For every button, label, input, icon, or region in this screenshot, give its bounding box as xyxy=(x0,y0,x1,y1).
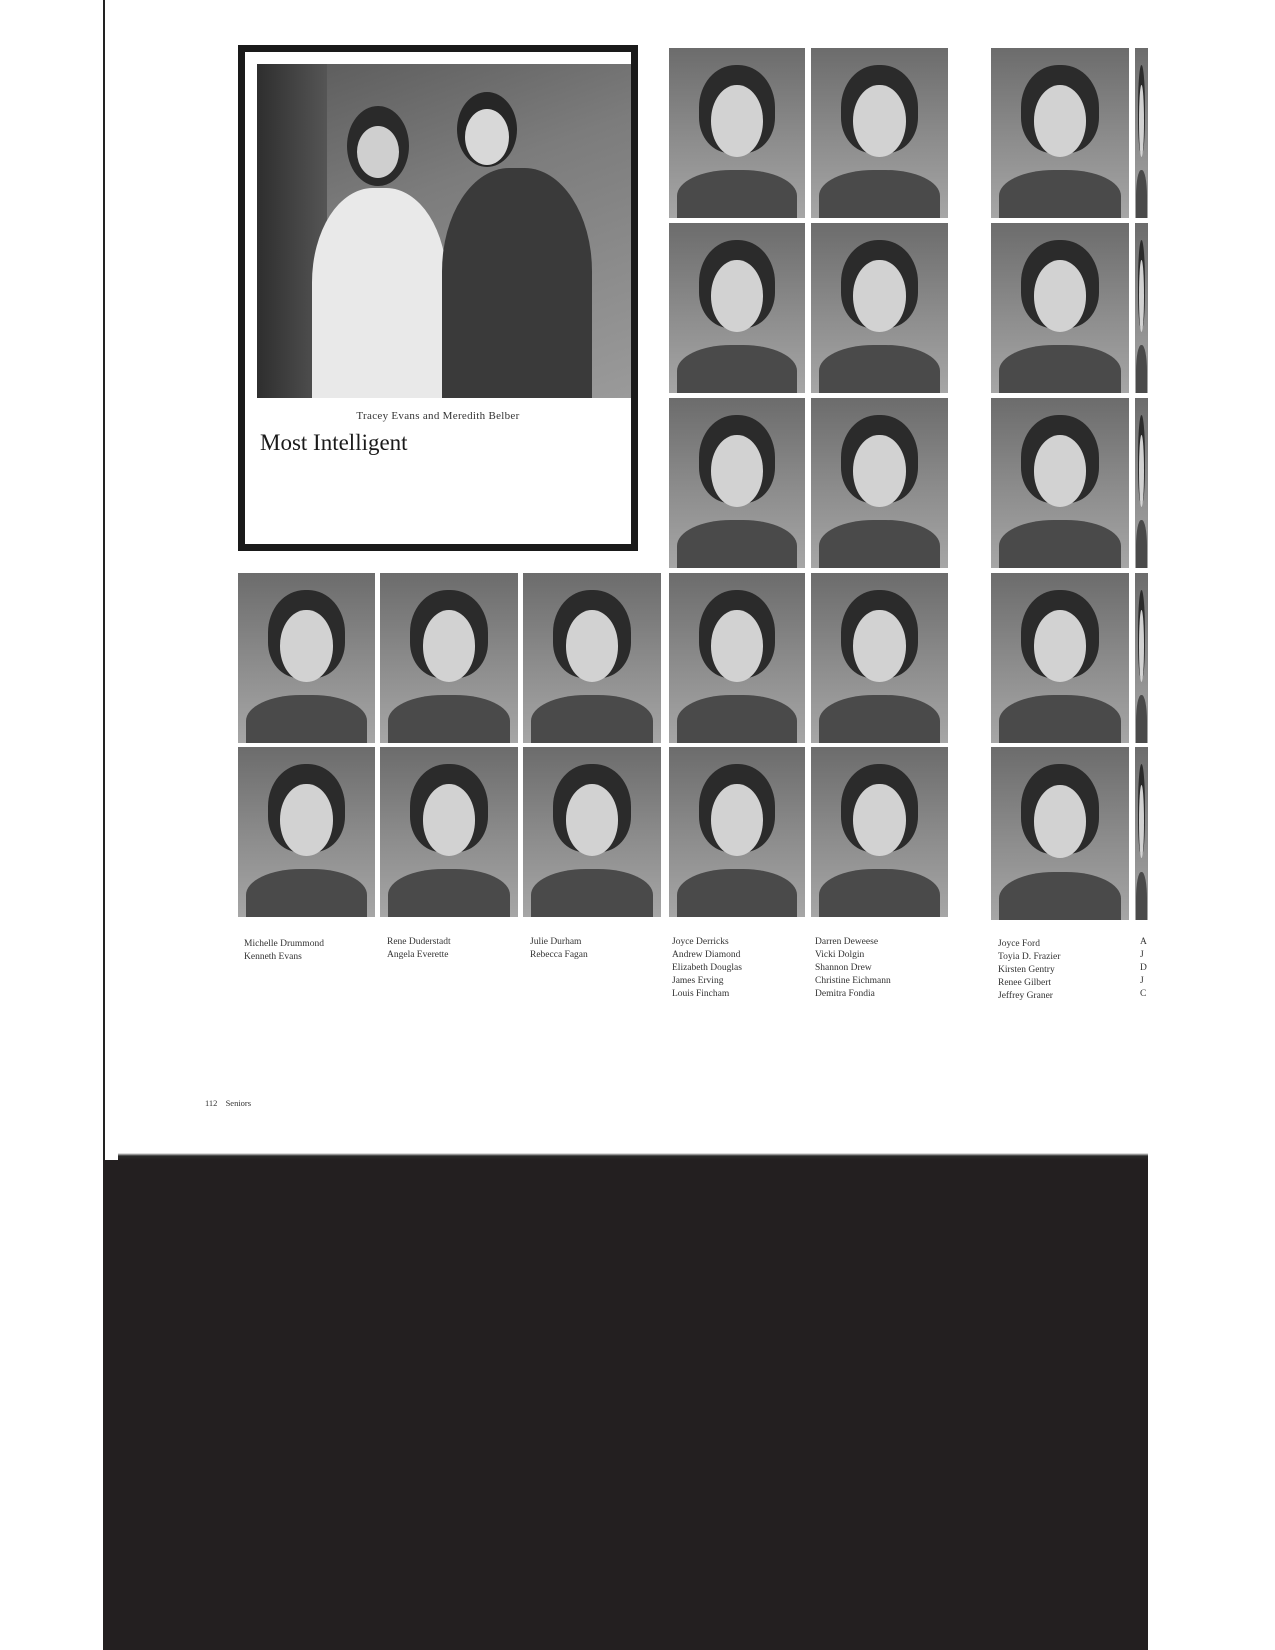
student-name: J xyxy=(1140,950,1144,960)
student-name: Shannon Drew xyxy=(815,963,872,973)
senior-portrait xyxy=(991,48,1129,218)
page-number: 112 xyxy=(205,1098,218,1108)
name-column xyxy=(387,936,451,962)
portrait-face xyxy=(1034,85,1086,156)
senior-portrait xyxy=(380,747,518,917)
student-name: Demitra Fondia xyxy=(815,989,875,999)
student-name: Joyce Ford xyxy=(998,939,1040,949)
feature-caption: Tracey Evans and Meredith Belber xyxy=(356,410,520,422)
portrait-face xyxy=(280,784,332,855)
portrait-body xyxy=(819,520,940,568)
senior-portrait xyxy=(380,573,518,743)
portrait-body xyxy=(819,869,940,917)
student-name: Angela Everette xyxy=(387,950,449,960)
portrait-face xyxy=(711,85,763,156)
senior-portrait xyxy=(1135,398,1148,568)
portrait-face xyxy=(853,784,905,855)
portrait-face xyxy=(853,85,905,156)
senior-portrait xyxy=(238,747,375,917)
portrait-body xyxy=(246,695,367,743)
student-name: Kirsten Gentry xyxy=(998,965,1055,975)
portrait-body xyxy=(999,872,1120,920)
senior-portrait xyxy=(1135,48,1148,218)
page-footer xyxy=(205,1098,251,1108)
portrait-body xyxy=(999,170,1120,218)
senior-portrait xyxy=(991,223,1129,393)
portrait-face xyxy=(1034,260,1086,331)
senior-portrait xyxy=(669,48,805,218)
senior-portrait xyxy=(811,48,948,218)
student-name: Rene Duderstadt xyxy=(387,937,451,947)
portrait-body xyxy=(677,520,797,568)
portrait-face xyxy=(1034,435,1086,506)
portrait-body xyxy=(999,695,1120,743)
portrait-body xyxy=(999,520,1120,568)
portrait-body xyxy=(1136,520,1147,568)
portrait-face xyxy=(1034,610,1086,681)
portrait-body xyxy=(677,695,797,743)
name-column xyxy=(815,936,891,1001)
student-name: Vicki Dolgin xyxy=(815,950,865,960)
senior-portrait xyxy=(669,223,805,393)
portrait-face xyxy=(1034,785,1086,858)
portrait-face xyxy=(423,784,475,855)
student-name: A xyxy=(1140,937,1147,947)
portrait-body xyxy=(999,345,1120,393)
senior-portrait xyxy=(669,398,805,568)
portrait-face xyxy=(711,610,763,681)
name-column xyxy=(1140,936,1147,1001)
name-column xyxy=(672,936,742,1001)
student-figure xyxy=(312,188,447,398)
student-name: Darren Deweese xyxy=(815,937,879,947)
senior-portrait xyxy=(1135,223,1148,393)
senior-portrait xyxy=(991,747,1129,920)
most-intelligent-feature xyxy=(238,45,638,551)
student-face xyxy=(357,126,399,178)
senior-portrait xyxy=(991,573,1129,743)
student-name: Toyia D. Frazier xyxy=(998,952,1061,962)
portrait-face xyxy=(1139,260,1144,331)
portrait-body xyxy=(388,869,509,917)
portrait-body xyxy=(1136,170,1147,218)
portrait-face xyxy=(853,610,905,681)
student-name: Andrew Diamond xyxy=(672,950,741,960)
portrait-body xyxy=(819,345,940,393)
portrait-body xyxy=(677,170,797,218)
senior-portrait xyxy=(523,573,661,743)
portrait-body xyxy=(1136,695,1147,743)
senior-portrait xyxy=(811,223,948,393)
portrait-body xyxy=(819,170,940,218)
portrait-face xyxy=(711,784,763,855)
senior-portrait xyxy=(1135,573,1148,743)
portrait-body xyxy=(531,695,652,743)
student-name: Julie Durham xyxy=(530,937,582,947)
portrait-face xyxy=(853,260,905,331)
student-name: Louis Fincham xyxy=(672,989,730,999)
senior-portrait xyxy=(811,398,948,568)
student-name: Renee Gilbert xyxy=(998,978,1052,988)
portrait-face xyxy=(280,610,332,681)
portrait-face xyxy=(1139,435,1144,506)
portrait-face xyxy=(853,435,905,506)
portrait-face xyxy=(711,260,763,331)
student-name: James Erving xyxy=(672,976,724,986)
portrait-body xyxy=(1136,872,1147,920)
section-name: Seniors xyxy=(225,1098,252,1108)
student-name: Kenneth Evans xyxy=(244,952,302,962)
senior-portrait xyxy=(991,398,1129,568)
portrait-body xyxy=(531,869,652,917)
portrait-face xyxy=(566,610,618,681)
feature-title: Most Intelligent xyxy=(260,430,408,455)
name-column xyxy=(530,936,588,962)
portrait-body xyxy=(819,695,940,743)
student-figure xyxy=(442,168,592,398)
senior-portrait xyxy=(669,747,805,917)
name-column xyxy=(998,938,1060,1003)
name-column xyxy=(244,938,324,964)
senior-portrait xyxy=(811,573,948,743)
portrait-face xyxy=(711,435,763,506)
portrait-body xyxy=(246,869,367,917)
portrait-face xyxy=(566,784,618,855)
student-name: J xyxy=(1140,976,1144,986)
senior-portrait xyxy=(523,747,661,917)
student-name: Joyce Derricks xyxy=(672,937,729,947)
senior-portrait xyxy=(1135,747,1148,920)
student-name: Christine Eichmann xyxy=(815,976,891,986)
student-name: Michelle Drummond xyxy=(244,939,324,949)
portrait-face xyxy=(1139,785,1144,858)
portrait-body xyxy=(1136,345,1147,393)
student-name: C xyxy=(1140,989,1147,999)
senior-portrait xyxy=(669,573,805,743)
portrait-body xyxy=(677,869,797,917)
student-name: Jeffrey Graner xyxy=(998,991,1053,1001)
feature-photo xyxy=(257,64,631,398)
student-name: Elizabeth Douglas xyxy=(672,963,742,973)
portrait-face xyxy=(423,610,475,681)
page-edge xyxy=(118,1150,1148,1160)
portrait-body xyxy=(388,695,509,743)
portrait-face xyxy=(1139,610,1144,681)
student-name: Rebecca Fagan xyxy=(530,950,588,960)
senior-portrait xyxy=(238,573,375,743)
portrait-body xyxy=(677,345,797,393)
student-name: D xyxy=(1140,963,1147,973)
scan-background xyxy=(103,1160,1148,1650)
senior-portrait xyxy=(811,747,948,917)
student-face xyxy=(465,109,509,165)
portrait-face xyxy=(1139,85,1144,156)
